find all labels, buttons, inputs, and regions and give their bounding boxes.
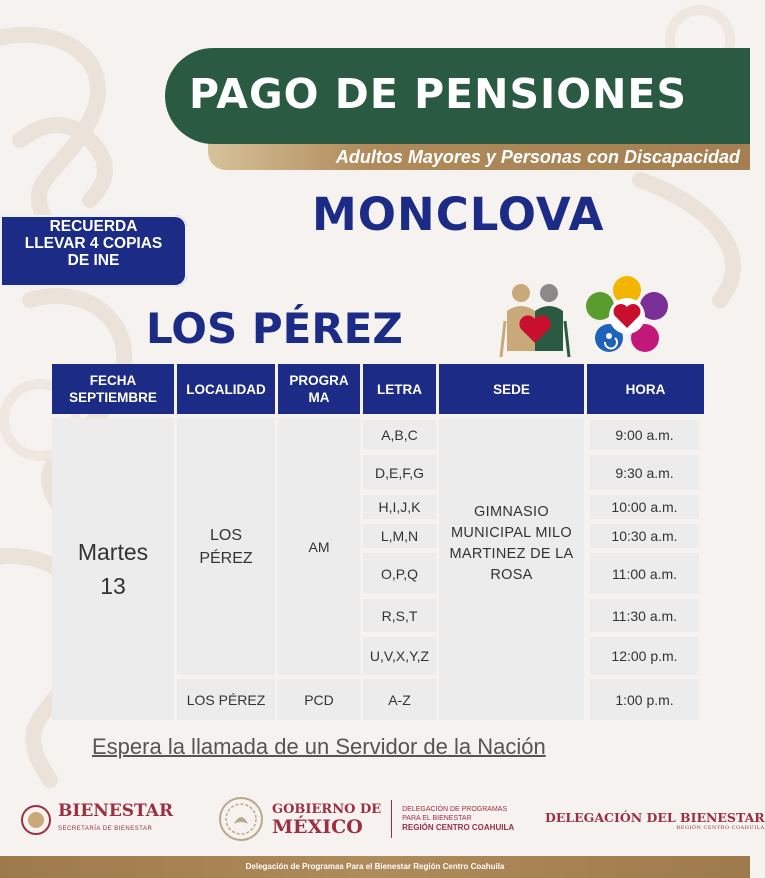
cell-letra: A,B,C — [363, 420, 436, 450]
cell-hora: 11:30 a.m. — [590, 599, 699, 632]
cell-hora: 9:00 a.m. — [590, 420, 699, 450]
cell-programa-pcd: PCD — [278, 679, 360, 720]
delegacion-bienestar-name: DELEGACIÓN DEL BIENESTAR — [545, 810, 765, 825]
header-localidad: LOCALIDAD — [177, 364, 275, 414]
city-title: MONCLOVA — [312, 188, 605, 241]
bienestar-name: BIENESTAR — [58, 801, 174, 821]
header-fecha-line1: FECHA — [89, 373, 137, 388]
page-title: PAGO DE PENSIONES — [189, 70, 687, 118]
sede-line: MARTINEZ DE LA — [449, 546, 574, 562]
reminder-line: RECUERDA — [49, 218, 138, 235]
header-programa — [278, 364, 360, 414]
cell-programa-am: AM — [278, 418, 360, 675]
date-day: 13 — [100, 573, 126, 599]
cell-localidad-am — [177, 418, 275, 675]
logo-divider — [391, 800, 392, 838]
reminder-line: LLEVAR 4 COPIAS — [24, 235, 163, 252]
gobierno-line1: GOBIERNO DE — [272, 801, 382, 817]
sede-line: ROSA — [490, 567, 533, 583]
cell-hora: 11:00 a.m. — [590, 553, 699, 594]
header-letra: LETRA — [363, 364, 436, 414]
sede-line: MUNICIPAL MILO — [450, 525, 572, 541]
cell-letra: D,E,F,G — [363, 455, 436, 490]
cell-hora: 10:30 a.m. — [590, 524, 699, 548]
localidad-line: LOS — [209, 526, 242, 544]
cell-letra: L,M,N — [363, 524, 436, 548]
cell-letra: O,P,Q — [363, 553, 436, 594]
delegacion-line: DELEGACIÓN DE PROGRAMAS — [402, 806, 508, 813]
cell-hora: 9:30 a.m. — [590, 455, 699, 490]
delegacion-line: PARA EL BIENESTAR — [402, 815, 472, 822]
header-hora: HORA — [587, 364, 704, 414]
cell-sede — [439, 418, 584, 720]
subtitle-bar — [208, 144, 750, 170]
bienestar-logo — [20, 802, 173, 838]
cell-hora: 12:00 p.m. — [590, 637, 699, 675]
header-programa-line1: PROGRA — [289, 373, 349, 388]
cell-hora: 1:00 p.m. — [590, 679, 699, 720]
bienestar-seal-icon — [20, 804, 52, 836]
disability-flower-icon — [583, 276, 671, 358]
sede-line: GIMNASIO — [474, 504, 549, 520]
cell-localidad-pcd: LOS PÉREZ — [177, 679, 275, 720]
cell-letra: U,V,X,Y,Z — [363, 637, 436, 675]
cell-letra: R,S,T — [363, 599, 436, 632]
cell-fecha — [52, 418, 174, 720]
mexico-eagle-seal-icon — [218, 796, 264, 842]
localidad-line: PÉREZ — [199, 549, 253, 567]
delegacion-bienestar-small: REGIÓN CENTRO COAHUILA — [676, 825, 765, 831]
elderly-couple-heart-icon — [497, 281, 573, 359]
cell-hora: 10:00 a.m. — [590, 495, 699, 519]
header-fecha — [52, 364, 174, 414]
schedule-table — [52, 364, 704, 722]
header-programa-line2: MA — [308, 390, 330, 405]
bienestar-small: SECRETARÍA DE BIENESTAR — [58, 826, 153, 832]
gobierno-line2: MÉXICO — [272, 815, 363, 838]
page-subtitle: Adultos Mayores y Personas con Discapacidad — [335, 147, 740, 167]
footer-logos — [0, 788, 765, 854]
header-fecha-line2: SEPTIEMBRE — [69, 390, 157, 405]
reminder-badge — [0, 215, 187, 287]
header-sede: SEDE — [439, 364, 584, 414]
delegacion-bienestar-logo — [545, 810, 765, 831]
delegacion-block — [402, 805, 514, 833]
date-weekday: Martes — [77, 539, 149, 565]
delegacion-line: REGIÓN CENTRO COAHUILA — [402, 823, 515, 832]
reminder-line: DE INE — [67, 252, 120, 269]
locality-title: LOS PÉREZ — [146, 304, 403, 353]
cell-letra: A-Z — [363, 679, 436, 720]
cell-letra: H,I,J,K — [363, 495, 436, 519]
gobierno-logo — [218, 796, 514, 842]
footer-bar: Delegación de Programas Para el Bienestar Región Centro Coahuila — [0, 856, 750, 878]
title-banner — [165, 48, 750, 144]
call-to-action: Espera la llamada de un Servidor de la Nación — [92, 734, 546, 759]
